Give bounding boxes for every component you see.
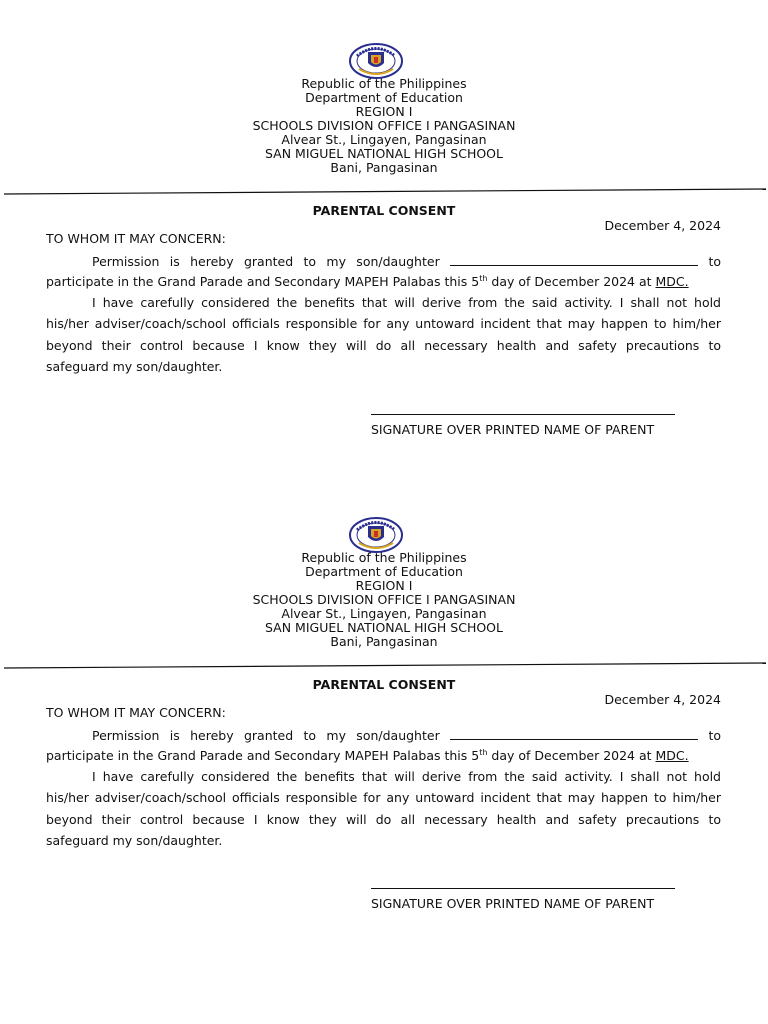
- permission-text: Permission is hereby granted to my son/daughter: [92, 728, 440, 743]
- paragraph-1-line-2: participate in the Grand Parade and Secondary MAPEH Palabas this 5th day of December 2024 at MDC.: [46, 274, 689, 289]
- deped-seal-icon: [349, 517, 403, 553]
- paragraph-2-line-4: safeguard my son/daughter.: [46, 833, 223, 848]
- header-region: REGION I: [355, 578, 413, 593]
- parental-consent-form-2: [0, 474, 768, 948]
- header-division: SCHOOLS DIVISION OFFICE I PANGASINAN: [252, 118, 516, 133]
- child-name-blank[interactable]: [450, 728, 698, 740]
- header-town: Bani, Pangasinan: [330, 634, 438, 649]
- signature-label: SIGNATURE OVER PRINTED NAME OF PARENT: [371, 422, 655, 437]
- deped-seal-icon: [349, 43, 403, 79]
- paragraph-1-line-1: [46, 728, 721, 743]
- header-divider: [4, 662, 766, 670]
- header-divider: [4, 188, 766, 196]
- signature-label: SIGNATURE OVER PRINTED NAME OF PARENT: [371, 896, 655, 911]
- signature-line[interactable]: [371, 888, 675, 889]
- signature-line[interactable]: [371, 414, 675, 415]
- paragraph-1-line-2: participate in the Grand Parade and Secondary MAPEH Palabas this 5th day of December 2024 at MDC.: [46, 748, 689, 763]
- header-school: SAN MIGUEL NATIONAL HIGH SCHOOL: [265, 146, 503, 161]
- consent-date: December 4, 2024: [604, 218, 721, 233]
- header-region: REGION I: [355, 104, 413, 119]
- header-address: Alvear St., Lingayen, Pangasinan: [281, 606, 487, 621]
- parental-consent-form-1: [0, 0, 768, 474]
- paragraph-2-line-2: his/her adviser/coach/school officials responsible for any untoward incident that may happen to him/her: [46, 790, 721, 805]
- header-town: Bani, Pangasinan: [330, 160, 438, 175]
- header-republic: Republic of the Philippines: [301, 550, 467, 565]
- consent-date: December 4, 2024: [604, 692, 721, 707]
- header-department: Department of Education: [305, 90, 463, 105]
- paragraph-2-line-1: I have carefully considered the benefits that will derive from the said activity. I shall not hold: [92, 769, 721, 784]
- paragraph-2-line-2: his/her adviser/coach/school officials responsible for any untoward incident that may happen to him/her: [46, 316, 721, 331]
- header-division: SCHOOLS DIVISION OFFICE I PANGASINAN: [252, 592, 516, 607]
- header-school: SAN MIGUEL NATIONAL HIGH SCHOOL: [265, 620, 503, 635]
- consent-title: PARENTAL CONSENT: [312, 677, 456, 692]
- child-name-blank[interactable]: [450, 254, 698, 266]
- permission-to: to: [708, 254, 721, 269]
- salutation: TO WHOM IT MAY CONCERN:: [46, 231, 226, 246]
- venue-text: MDC.: [655, 748, 689, 763]
- venue-text: MDC.: [655, 274, 689, 289]
- salutation: TO WHOM IT MAY CONCERN:: [46, 705, 226, 720]
- header-republic: Republic of the Philippines: [301, 76, 467, 91]
- paragraph-2-line-3: beyond their control because I know they will do all necessary health and safety precautions to: [46, 338, 721, 353]
- consent-title: PARENTAL CONSENT: [312, 203, 456, 218]
- paragraph-2-line-4: safeguard my son/daughter.: [46, 359, 223, 374]
- paragraph-2-line-1: I have carefully considered the benefits that will derive from the said activity. I shall not hold: [92, 295, 721, 310]
- header-address: Alvear St., Lingayen, Pangasinan: [281, 132, 487, 147]
- permission-text: Permission is hereby granted to my son/daughter: [92, 254, 440, 269]
- header-department: Department of Education: [305, 564, 463, 579]
- paragraph-2-line-3: beyond their control because I know they will do all necessary health and safety precautions to: [46, 812, 721, 827]
- paragraph-1-line-1: [46, 254, 721, 269]
- permission-to: to: [708, 728, 721, 743]
